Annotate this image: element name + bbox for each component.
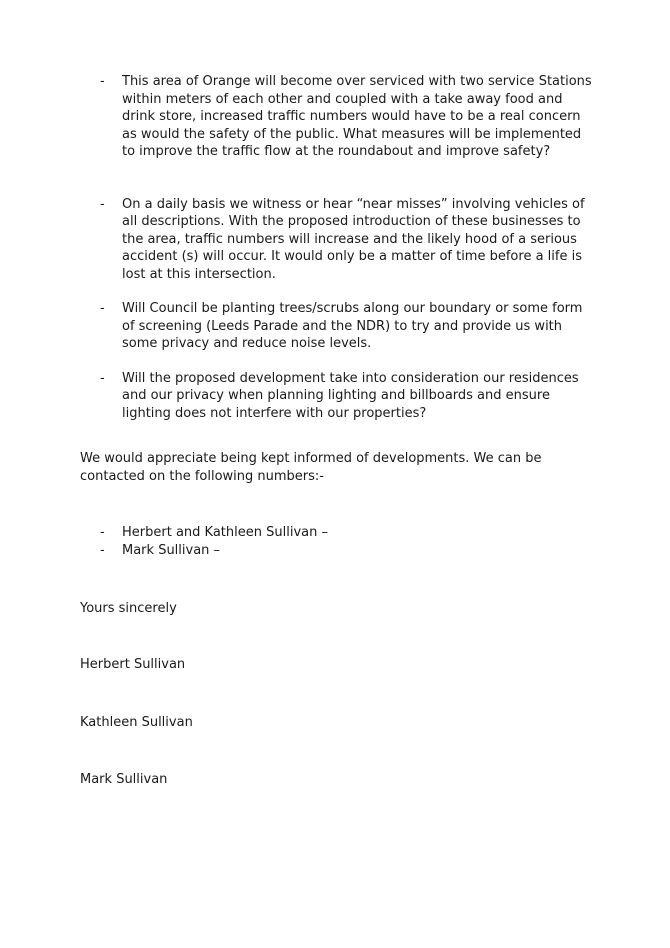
contact-item: [100, 524, 595, 542]
bullet-dash: -: [100, 542, 105, 558]
concerns-list: [100, 73, 595, 422]
bullet-dash: -: [100, 74, 105, 89]
contact-item: [100, 542, 595, 560]
contact-paragraph: We would appreciate being kept informed of developments. We can be contacted on the following numbers:-: [80, 451, 542, 484]
signatory-name: Kathleen Sullivan: [80, 715, 193, 730]
concern-text: Will the proposed development take into consideration our residences and our privacy when planning lighting and billboards and ensure lighting does not interfere with our properties?: [122, 370, 579, 421]
bullet-dash: -: [100, 525, 105, 540]
contact-name: Herbert and Kathleen Sullivan –: [122, 525, 328, 540]
signatory-name: Herbert Sullivan: [80, 657, 186, 672]
bullet-dash: -: [100, 196, 105, 212]
bullet-dash: -: [100, 301, 105, 316]
concern-text: Will Council be planting trees/scrubs along our boundary or some form of screening (Leeds Parade and the NDR) to try and provide us with some privacy and reduce noise levels.: [122, 301, 583, 351]
closing-salutation: Yours sincerely: [80, 601, 177, 616]
concern-item: [100, 370, 595, 423]
concern-text: On a daily basis we witness or hear “near misses” involving vehicles of all descriptions. With the proposed introduction of these businesses to the area, traffic numbers will increase and the likely hood of a serious accident (s) will occur. It would only be a matter of time before a life is lost at this intersection.: [122, 196, 585, 282]
contacts-list: [100, 524, 595, 559]
concern-text: This area of Orange will become over serviced with two service Stations within meters of each other and coupled with a take away food and drink store, increased traffic numbers would have to be a real concern as would the safety of the public. What measures will be implemented to improve the traffic flow at the roundabout and improve safety?: [122, 74, 592, 159]
concern-item: [100, 196, 595, 284]
signatory-name: Mark Sullivan: [80, 772, 168, 787]
concern-item: [100, 300, 595, 353]
concern-item: [100, 73, 595, 161]
bullet-dash: -: [100, 370, 105, 386]
contact-name: Mark Sullivan –: [122, 542, 221, 558]
